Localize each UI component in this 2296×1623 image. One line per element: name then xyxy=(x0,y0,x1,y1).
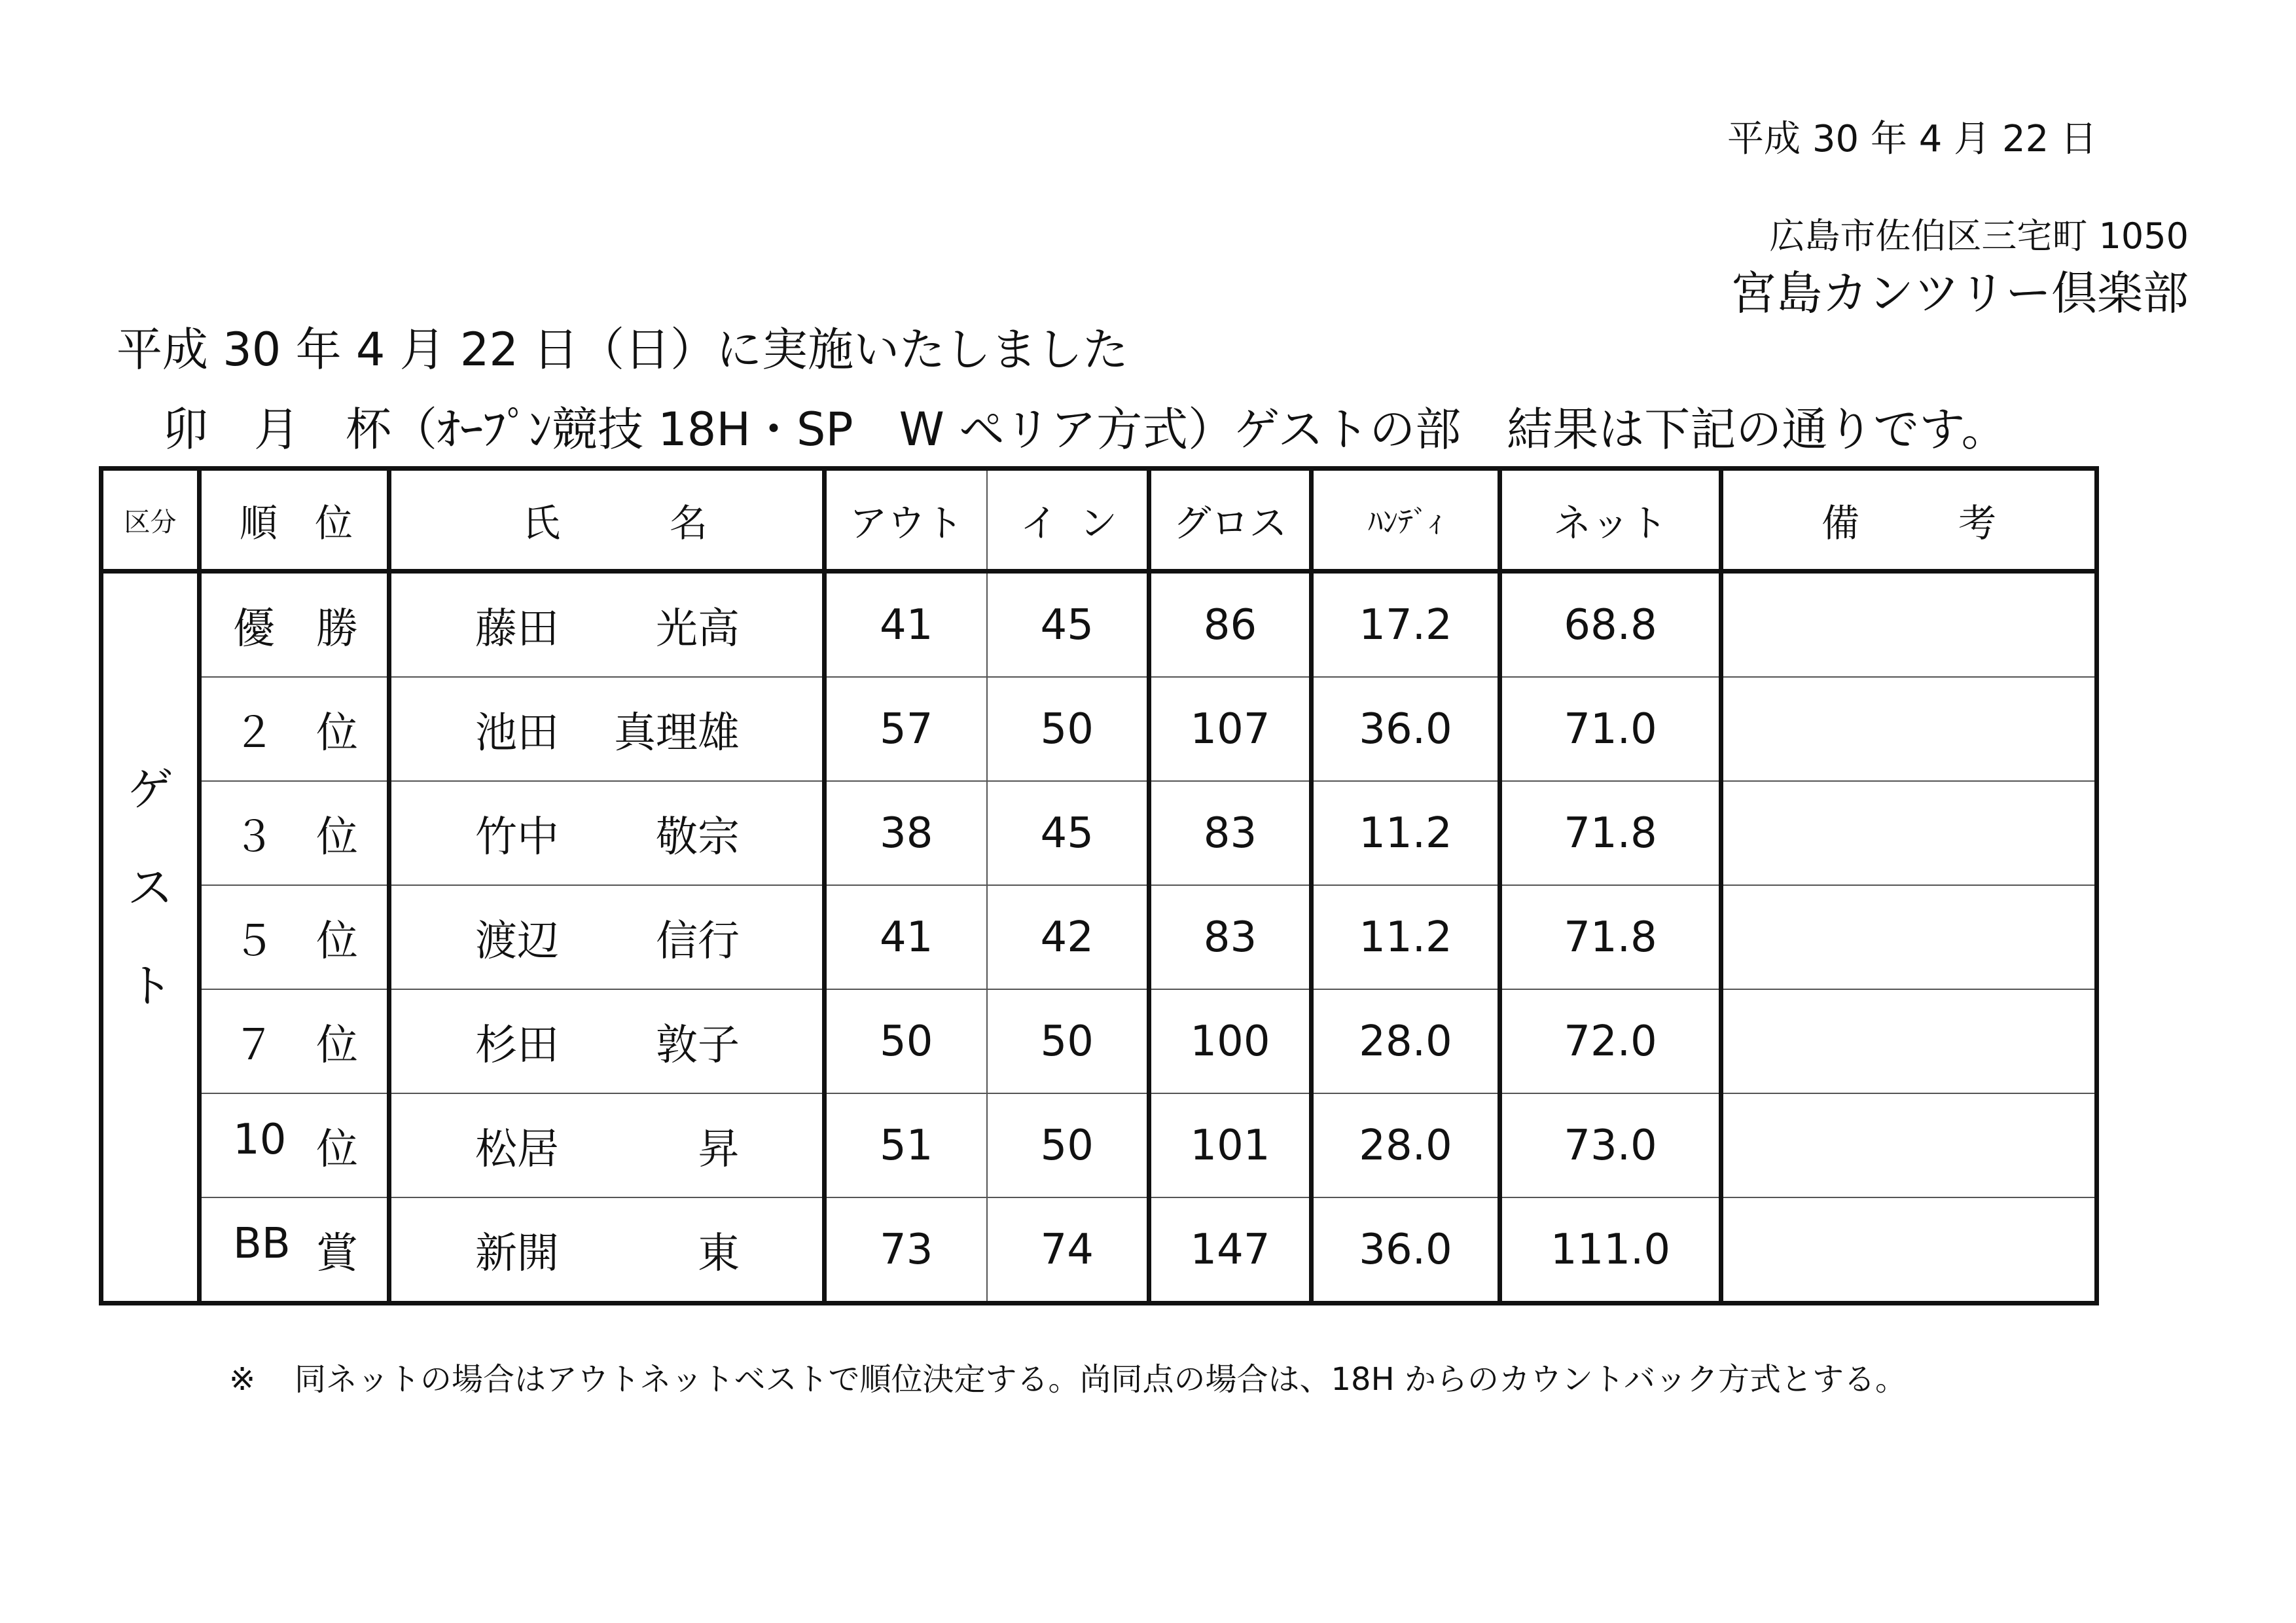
rank-number: ３ xyxy=(233,812,275,862)
handicap-cell: 11.2 xyxy=(1312,781,1500,885)
rank-cell xyxy=(200,989,389,1093)
col-out: アウト xyxy=(825,469,987,572)
family-name: 藤田 xyxy=(475,604,559,653)
handicap-cell: 11.2 xyxy=(1312,885,1500,989)
notes-cell xyxy=(1721,572,2097,678)
family-name: 新開 xyxy=(475,1229,559,1278)
in-score-cell: 45 xyxy=(987,781,1149,885)
handicap-cell: 36.0 xyxy=(1312,677,1500,781)
category-label-char: ス xyxy=(127,861,173,915)
table-row xyxy=(101,781,2097,885)
player-name-cell xyxy=(389,572,825,678)
net-score-cell: 72.0 xyxy=(1500,989,1721,1093)
col-name-char-2: 名 xyxy=(669,501,708,545)
footnote-text: 同ネットの場合はアウトネットベストで順位決定する。尚同点の場合は、18H からのカウントバック方式とする。 xyxy=(295,1361,1907,1398)
given-name: 敦子 xyxy=(656,1021,740,1070)
club-name: 宮島カンツリー倶楽部 xyxy=(1731,266,2189,320)
intro-line-competition: 卯 月 杯（ｵｰﾌﾟﾝ競技 18H・SP W ペリア方式）ゲストの部 結果は下記の通りです。 xyxy=(162,403,2007,456)
table-row xyxy=(101,572,2097,678)
given-name: 真理雄 xyxy=(614,708,740,757)
net-score-cell: 71.0 xyxy=(1500,677,1721,781)
col-in xyxy=(987,469,1149,572)
rank-cell xyxy=(200,781,389,885)
player-name-cell xyxy=(389,1197,825,1304)
col-rank-char-2: 位 xyxy=(314,501,353,545)
table-row xyxy=(101,1093,2097,1197)
rank-suffix: 位 xyxy=(316,1125,358,1174)
club-address: 広島市佐伯区三宅町 1050 xyxy=(1769,215,2189,257)
gross-score-cell: 147 xyxy=(1149,1197,1312,1304)
out-score-cell: 38 xyxy=(825,781,987,885)
net-score-cell: 71.8 xyxy=(1500,885,1721,989)
rank-number: BB xyxy=(233,1219,291,1268)
rank-number: ２ xyxy=(233,708,275,757)
gross-score-cell: 101 xyxy=(1149,1093,1312,1197)
intro-line-event-date: 平成 30 年 4 月 22 日（日）に実施いたしました xyxy=(117,323,1129,376)
gross-score-cell: 86 xyxy=(1149,572,1312,678)
notes-cell xyxy=(1721,1197,2097,1304)
col-rank xyxy=(200,469,389,572)
player-name-cell xyxy=(389,1093,825,1197)
notes-cell xyxy=(1721,885,2097,989)
net-score-cell: 73.0 xyxy=(1500,1093,1721,1197)
handicap-cell: 17.2 xyxy=(1312,572,1500,678)
handicap-cell: 28.0 xyxy=(1312,989,1500,1093)
family-name: 池田 xyxy=(475,708,559,757)
in-score-cell: 50 xyxy=(987,989,1149,1093)
out-score-cell: 50 xyxy=(825,989,987,1093)
given-name: 東 xyxy=(698,1229,740,1278)
net-score-cell: 111.0 xyxy=(1500,1197,1721,1304)
family-name: 竹中 xyxy=(475,812,559,862)
in-score-cell: 50 xyxy=(987,677,1149,781)
family-name: 杉田 xyxy=(475,1021,559,1070)
rank-cell xyxy=(200,1197,389,1304)
rank-suffix: 位 xyxy=(316,1021,358,1070)
table-row xyxy=(101,989,2097,1093)
rank-suffix: 位 xyxy=(316,812,358,862)
notes-cell xyxy=(1721,1093,2097,1197)
handicap-cell: 36.0 xyxy=(1312,1197,1500,1304)
table-row xyxy=(101,677,2097,781)
rank-cell xyxy=(200,572,389,678)
col-notes-char-2: 考 xyxy=(1958,501,1996,545)
category-cell-guest xyxy=(101,572,200,1304)
category-label-char: ト xyxy=(127,959,173,1013)
out-score-cell: 41 xyxy=(825,572,987,678)
player-name-cell xyxy=(389,885,825,989)
given-name: 昇 xyxy=(698,1125,740,1174)
rank-cell xyxy=(200,885,389,989)
col-name xyxy=(389,469,825,572)
col-in-char-1: イ xyxy=(1020,501,1058,545)
family-name: 渡辺 xyxy=(475,917,559,966)
gross-score-cell: 83 xyxy=(1149,781,1312,885)
col-name-char-1: 氏 xyxy=(522,501,561,545)
in-score-cell: 74 xyxy=(987,1197,1149,1304)
in-score-cell: 50 xyxy=(987,1093,1149,1197)
rank-suffix: 位 xyxy=(316,708,358,757)
table-header-row xyxy=(101,469,2097,572)
rank-number: 10 xyxy=(233,1115,287,1164)
col-rank-char-1: 順 xyxy=(240,501,278,545)
out-score-cell: 57 xyxy=(825,677,987,781)
col-gross: グロス xyxy=(1149,469,1312,572)
gross-score-cell: 83 xyxy=(1149,885,1312,989)
document-date: 平成 30 年 4 月 22 日 xyxy=(1727,118,2097,160)
rank-number: 優 xyxy=(233,604,275,653)
rank-suffix: 位 xyxy=(316,917,358,966)
rank-cell xyxy=(200,1093,389,1197)
notes-cell xyxy=(1721,989,2097,1093)
out-score-cell: 41 xyxy=(825,885,987,989)
rank-suffix: 賞 xyxy=(316,1229,358,1278)
results-body xyxy=(101,572,2097,1304)
notes-cell xyxy=(1721,677,2097,781)
table-row xyxy=(101,885,2097,989)
out-score-cell: 73 xyxy=(825,1197,987,1304)
results-table xyxy=(99,466,2099,1305)
table-row xyxy=(101,1197,2097,1304)
col-in-char-2: ン xyxy=(1079,501,1117,545)
player-name-cell xyxy=(389,781,825,885)
given-name: 信行 xyxy=(656,917,740,966)
col-category: 区分 xyxy=(101,469,200,572)
given-name: 敬宗 xyxy=(656,812,740,862)
rank-number: ５ xyxy=(233,917,275,966)
net-score-cell: 71.8 xyxy=(1500,781,1721,885)
col-net: ネット xyxy=(1500,469,1721,572)
out-score-cell: 51 xyxy=(825,1093,987,1197)
rank-number: ７ xyxy=(233,1021,275,1070)
col-notes xyxy=(1721,469,2097,572)
given-name: 光高 xyxy=(656,604,740,653)
col-handicap: ﾊﾝﾃﾞｨ xyxy=(1312,469,1500,572)
family-name: 松居 xyxy=(475,1125,559,1174)
gross-score-cell: 107 xyxy=(1149,677,1312,781)
col-notes-char-1: 備 xyxy=(1821,501,1860,545)
in-score-cell: 45 xyxy=(987,572,1149,678)
rank-cell xyxy=(200,677,389,781)
player-name-cell xyxy=(389,677,825,781)
footnote-mark: ※ xyxy=(229,1361,256,1398)
category-label-char: ゲ xyxy=(127,763,173,816)
net-score-cell: 68.8 xyxy=(1500,572,1721,678)
gross-score-cell: 100 xyxy=(1149,989,1312,1093)
in-score-cell: 42 xyxy=(987,885,1149,989)
handicap-cell: 28.0 xyxy=(1312,1093,1500,1197)
notes-cell xyxy=(1721,781,2097,885)
footnote xyxy=(229,1354,1907,1399)
rank-suffix: 勝 xyxy=(316,604,358,653)
player-name-cell xyxy=(389,989,825,1093)
